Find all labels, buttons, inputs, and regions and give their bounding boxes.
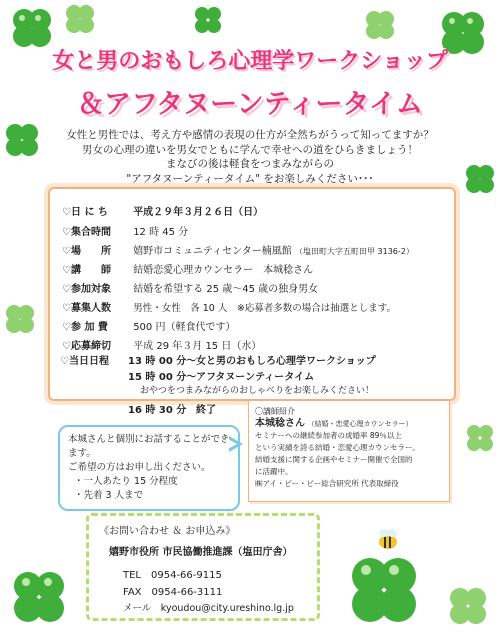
contact-heading: 《お問い合わせ ＆ お申込み》 (99, 526, 236, 537)
profile-line: という実績を誇る結婚・恋愛心理カウンセラー。 (255, 443, 420, 452)
schedule-time: 13 時 00 分～ (128, 356, 197, 367)
clover-decoration-left-middle (0, 118, 44, 162)
intro-line: "アフタヌーンティータイム" をお楽しみください･･･ (126, 172, 374, 185)
detail-row-fee: ♡参 加 費 500 円（軽食代です） (62, 322, 236, 333)
schedule-note: おやつをつまみながらのおしゃべりをお楽しみください！ (140, 386, 375, 396)
contact-email[interactable]: メール kyoudou@city.ureshino.lg.jp (123, 603, 294, 614)
profile-role: （結婚・恋愛心理カウンセラー） (307, 420, 413, 428)
consultation-bubble (58, 425, 240, 511)
schedule-event: 女と男のおもしろ心理学ワークショップ (196, 356, 376, 367)
schedule-time: 16 時 30 分 (128, 405, 187, 416)
detail-row-deadline: ♡応募締切 平成 29 年３月 15 日（水） (62, 341, 262, 352)
profile-heading: 〇講師紹介 (255, 407, 295, 416)
intro-line: 女性と男性では、考え方や感情の表現の仕方が全然ちがうって知ってますか？ (66, 129, 434, 141)
bubble-line: ・先着 3 人まで (74, 490, 144, 501)
intro-line: まなびの後は軽食をつまみながらの (166, 158, 334, 170)
bubble-line: ご希望の方はお申し出ください。 (68, 462, 211, 473)
clover-decoration-top-center (190, 2, 226, 38)
contact-box (86, 513, 320, 621)
clover-decoration-left-lower (0, 300, 40, 340)
profile-line: 結婚支援に関する企画やセミナー開催で全国的 (255, 455, 413, 464)
profile-line: に活躍中。 (255, 467, 293, 476)
clover-decoration-top-right-2 (360, 6, 400, 46)
contact-tel: TEL 0954-66-9115 (123, 570, 222, 581)
detail-row-gather-time: ♡集合時間 12 時 45 分 (62, 227, 189, 238)
schedule-time: 15 時 00 分～ (128, 372, 197, 383)
intro-line: 男女の心理の違いを男女でともに学んで幸せへの道をひらきましょう！ (82, 143, 418, 156)
bubble-line: 本城さんと個別にお話することができます。 (68, 434, 230, 459)
profile-name: 本城稔さん (255, 418, 305, 429)
schedule-event: アフタヌーンティータイム (196, 372, 315, 383)
tea-time-title: ＆アフタヌーンティータイム (77, 89, 423, 120)
schedule-event: 終了 (196, 405, 216, 416)
bubble-tail-inner (226, 438, 237, 450)
bubble-line: ・一人あたり 15 分程度 (74, 476, 178, 487)
contact-org: 嬉野市役所 市民協働推進課（塩田庁舎） (109, 547, 293, 558)
detail-row-date: ♡日 に ち 平成２９年３月２６日（日） (62, 207, 264, 218)
detail-row-lecturer: ♡講 師 結婚恋愛心理カウンセラー 本城稔さん (62, 265, 314, 276)
bee-icon (375, 528, 401, 552)
intro-text (40, 128, 460, 186)
contact-fax: FAX 0954-66-3111 (123, 587, 223, 598)
detail-row-target: ♡参加対象 結婚を希望する 25 歳～45 歳の独身男女 (62, 284, 319, 295)
detail-row-venue: ♡場 所 嬉野市コミュニティセンター楠風館 （塩田町大字五町田甲 3136-2） (62, 246, 414, 257)
detail-row-capacity: ♡募集人数 男性・女性 各 10 人 ※応募者多数の場合は抽選とします。 (62, 303, 397, 314)
schedule-label: ♡当日日程 (60, 356, 109, 367)
clover-decoration-bottom-right-2 (440, 580, 496, 636)
lecturer-profile (248, 400, 450, 502)
clover-decoration-right-lower (462, 420, 498, 456)
clover-decoration-left-bottom (0, 560, 80, 640)
profile-line: ㈱アイ・ピー・ビー総合研究所 代表取締役 (255, 479, 399, 488)
workshop-title: 女と男のおもしろ心理学ワークショップ (52, 48, 448, 74)
clover-decoration-bottom-right (330, 540, 440, 640)
clover-decoration-top-left-2 (60, 0, 100, 40)
profile-line: セミナーへの継続参加者の成婚率 89％以上 (255, 431, 402, 440)
clover-decoration-right-middle (460, 160, 500, 200)
